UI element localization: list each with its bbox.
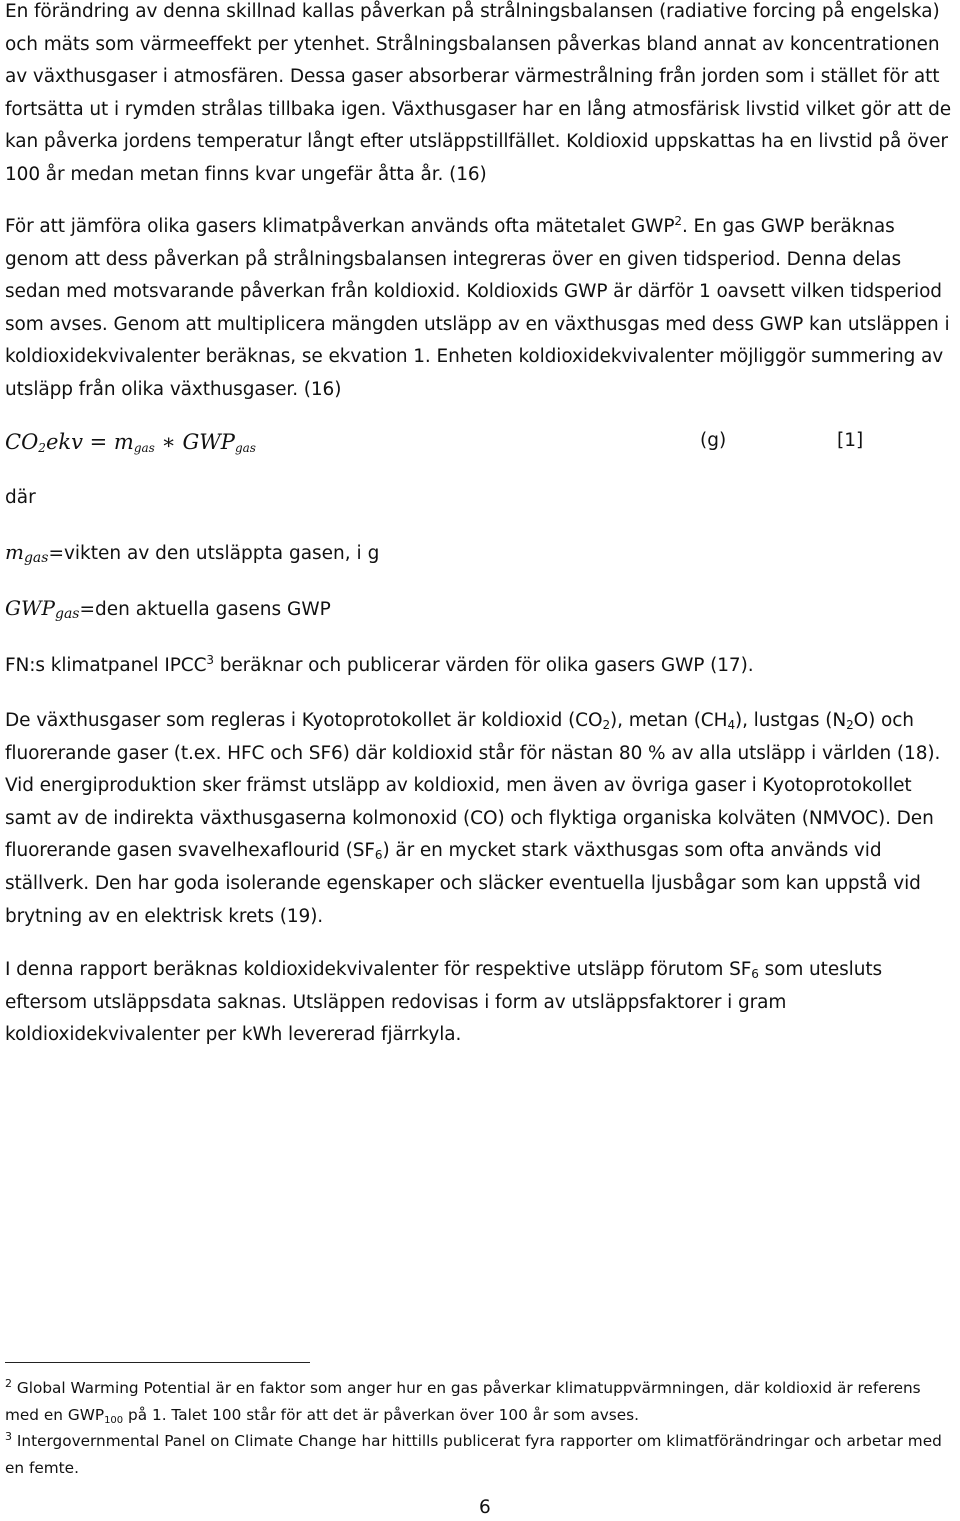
paragraph-text: beräknar och publicerar värden för olika gasers GWP (17). <box>213 655 754 676</box>
paragraph-text: FN:s klimatpanel IPCC <box>5 655 207 676</box>
footnote-reference[interactable]: 3 <box>206 653 214 667</box>
paragraph-kyoto: De växthusgaser som regleras i Kyotoprotokollet är koldioxid $(CO_2)$, metan $(CH_4)$, lustgas $(N_2O)$ och fluorerande gaser (t.ex. HFC och SF6) där koldioxid står för nästan 80 % av alla utsläpp i världen (18). Vid energiproduktion sker främst utsläpp av koldioxid, men även av övriga gaser i Kyotoprotokollet samt av de indirekta växthusgaserna kolmonoxid (CO) och flyktiga organiska kolväten (NMVOC). Den fluorerande gasen svavelhexaflourid $(SF_6)$ är en mycket stark växthusgas som ofta används vid ställverk. Den har goda isolerande egenskaper och släcker eventuella ljusbågar som kan uppstå vid brytning av en elektrisk krets (19). <box>5 710 941 927</box>
paragraph-gwp <box>5 211 955 407</box>
equation-unit: (g) <box>700 430 727 451</box>
footnote-mark: 3 <box>5 1430 12 1443</box>
paragraph-text: En förändring av denna skillnad kallas påverkan på strålningsbalansen (radiative forcing på engelska) och mäts som värmeeffekt per ytenhet. Strålningsbalansen påverkas bland annat av koncentrationen av växthusgaser i atmosfären. Dessa gaser absorberar värmestrålning från jorden som i stället för att fortsätta ut i rymden strålas tillbaka igen. Växthusgaser har en lång atmosfärisk livstid vilket gör att de kan påverka jordens temperatur långt efter utsläppstillfället. Koldioxid uppskattas ha en livstid på över 100 år medan metan finns kvar ungefär åtta år. (16) <box>5 1 952 185</box>
footnote-3: $^3$ Intergovernmental Panel on Climate Change har hittills publicerat fyra rapporter om klimatförändringar och arbetar med en femte. <box>5 1430 942 1477</box>
footnote-2: $^2$ Global Warming Potential är en faktor som anger hur en gas påverkar klimatuppvärmningen, där koldioxid är referens med en $GWP_{100}$ på 1. Talet 100 står för att det är påverkan över 100 år som avses. <box>5 1377 921 1426</box>
footnote-mark: 2 <box>5 1377 12 1390</box>
footnote-reference[interactable]: 2 <box>674 214 682 228</box>
paragraph-radiative-forcing <box>5 0 955 192</box>
equation-1 <box>5 430 955 464</box>
paragraph-text: För att jämföra olika gasers klimatpåverkan används ofta mätetalet GWP <box>5 216 675 237</box>
paragraph-report-scope: I denna rapport beräknas koldioxidekvivalenter för respektive utsläpp förutom $SF_6$ som utesluts eftersom utsläppsdata saknas. Utsläppen redovisas i form av utsläppsfaktorer i gram koldioxidekvivalenter per kWh levererad fjärrkyla. <box>5 959 883 1046</box>
page-number: 6 <box>479 1497 491 1518</box>
equation-number: [1] <box>837 430 864 451</box>
math-symbol-m: $m_{gas}$ <box>5 540 49 566</box>
paragraph-ipcc <box>5 650 955 683</box>
footnote-separator <box>5 1362 310 1363</box>
where-label: där <box>5 487 36 508</box>
definition-m-gas <box>5 540 379 564</box>
definition-gwp-gas <box>5 596 331 620</box>
equation-formula: $CO_2ekv = m_{gas}$ ∗ $GWP_{gas}$ <box>5 430 256 455</box>
definition-text: =den aktuella gasens GWP <box>79 599 331 620</box>
footnotes <box>5 1375 955 1481</box>
paragraph-text: . En gas GWP beräknas genom att dess påverkan på strålningsbalansen integreras över en given tidsperiod. Denna delas sedan med motsvarande påverkan från koldioxid. Koldioxids GWP är därför 1 oavsett vilken tidsperiod som avses. Genom att multiplicera mängden utsläpp av en växthusgas med dess GWP kan utsläppen i koldioxidekvivalenter beräknas, se ekvation 1. Enheten koldioxidekvivalenter möjliggör summering av utsläpp från olika växthusgaser. (16) <box>5 216 950 400</box>
math-symbol-gwp: $GWP_{gas}$ <box>5 596 80 622</box>
definition-text: =vikten av den utsläppta gasen, i g <box>48 543 380 564</box>
